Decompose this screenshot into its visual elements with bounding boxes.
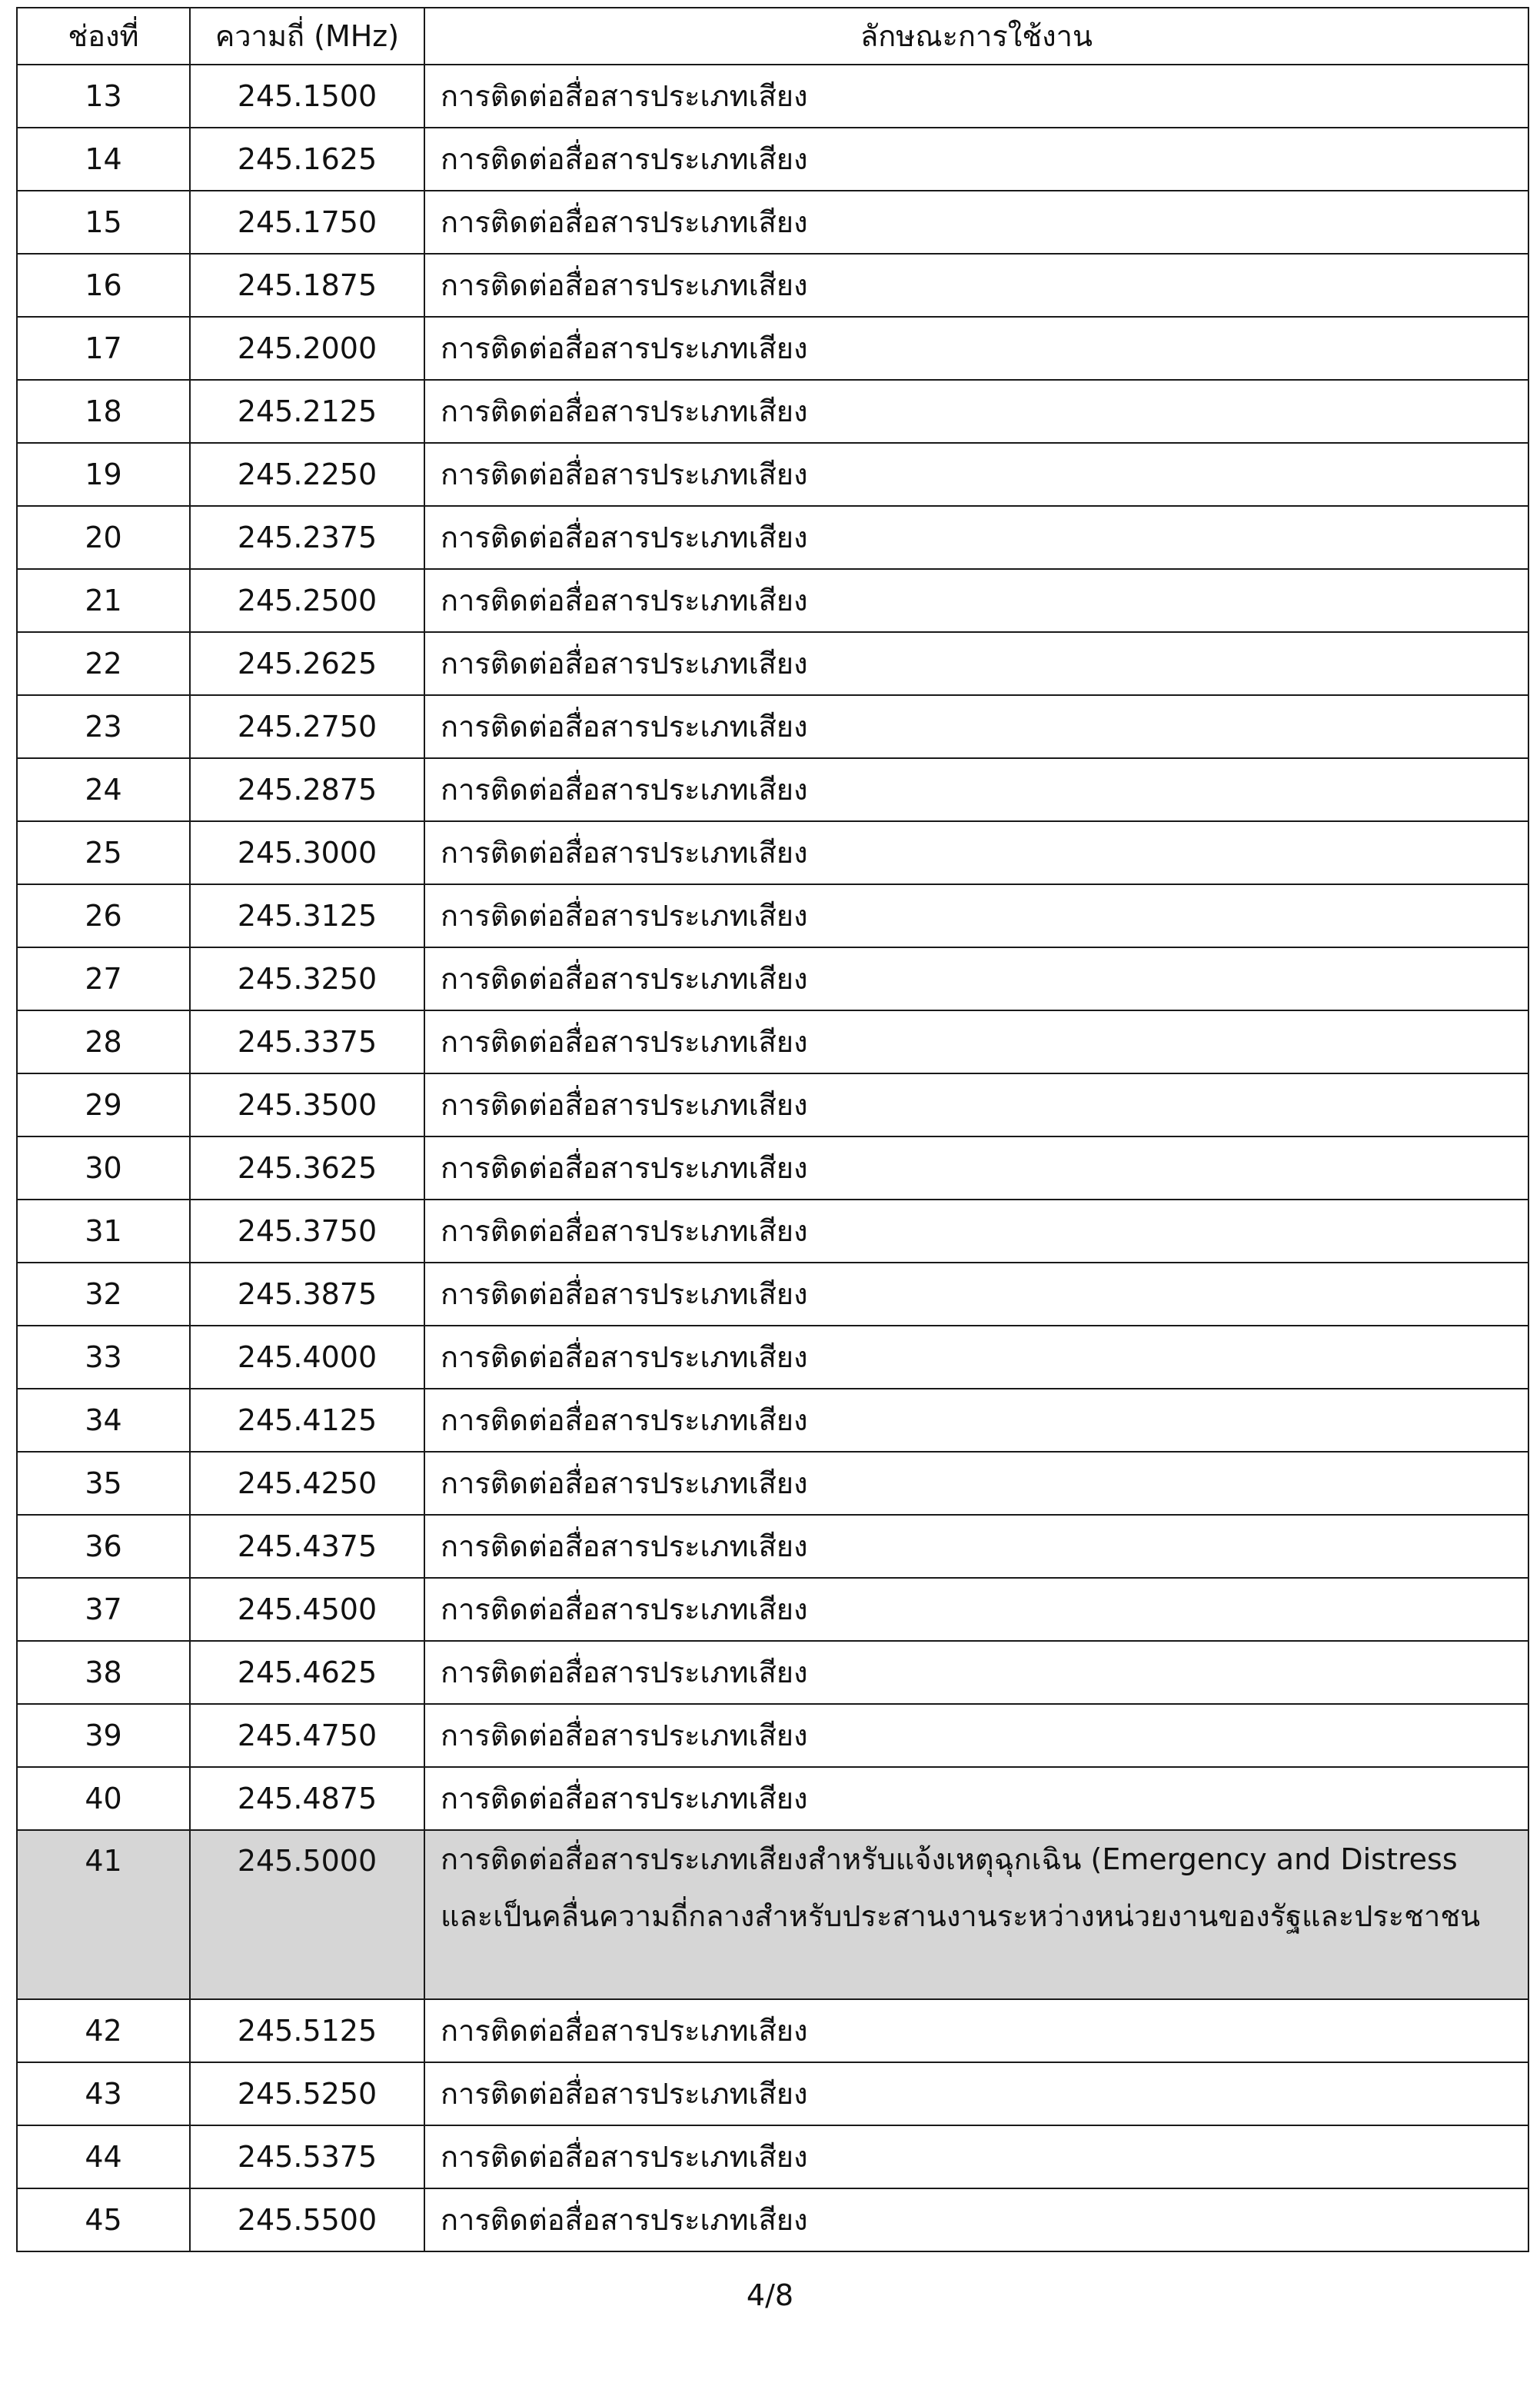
frequency-cell: 245.2000 [190, 317, 424, 380]
usage-cell: การติดต่อสื่อสารประเภทเสียง [424, 254, 1528, 317]
usage-cell: การติดต่อสื่อสารประเภทเสียง [424, 1641, 1528, 1704]
frequency-cell: 245.1875 [190, 254, 424, 317]
table-row [17, 821, 1528, 884]
table-row [17, 65, 1528, 128]
channel-cell: 15 [17, 191, 190, 254]
frequency-cell: 245.4625 [190, 1641, 424, 1704]
frequency-cell: 245.2500 [190, 569, 424, 632]
table-row [17, 569, 1528, 632]
table-row [17, 695, 1528, 758]
frequency-cell: 245.5000 [190, 1830, 424, 1999]
frequency-cell: 245.4750 [190, 1704, 424, 1767]
usage-cell: การติดต่อสื่อสารประเภทเสียง [424, 1452, 1528, 1515]
frequency-cell: 245.1750 [190, 191, 424, 254]
frequency-cell: 245.5375 [190, 2125, 424, 2188]
usage-cell: การติดต่อสื่อสารประเภทเสียง [424, 1200, 1528, 1263]
channel-cell: 13 [17, 65, 190, 128]
usage-cell: การติดต่อสื่อสารประเภทเสียง [424, 1263, 1528, 1326]
frequency-cell: 245.3625 [190, 1136, 424, 1200]
table-row [17, 1515, 1528, 1578]
channel-cell: 20 [17, 506, 190, 569]
channel-cell: 31 [17, 1200, 190, 1263]
channel-cell: 17 [17, 317, 190, 380]
channel-cell: 30 [17, 1136, 190, 1200]
usage-cell: การติดต่อสื่อสารประเภทเสียง [424, 884, 1528, 947]
frequency-cell: 245.1500 [190, 65, 424, 128]
table-row [17, 254, 1528, 317]
table-row [17, 317, 1528, 380]
usage-cell: การติดต่อสื่อสารประเภทเสียง [424, 1010, 1528, 1073]
usage-cell: การติดต่อสื่อสารประเภทเสียง [424, 758, 1528, 821]
frequency-cell: 245.3500 [190, 1073, 424, 1136]
frequency-table [16, 7, 1529, 2252]
channel-cell: 26 [17, 884, 190, 947]
channel-cell: 19 [17, 443, 190, 506]
channel-cell: 34 [17, 1389, 190, 1452]
channel-cell: 16 [17, 254, 190, 317]
usage-cell: การติดต่อสื่อสารประเภทเสียง [424, 1073, 1528, 1136]
table-row [17, 1578, 1528, 1641]
table-row [17, 443, 1528, 506]
frequency-cell: 245.1625 [190, 128, 424, 191]
table-row [17, 1073, 1528, 1136]
table-row [17, 1136, 1528, 1200]
usage-cell: การติดต่อสื่อสารประเภทเสียง [424, 821, 1528, 884]
table-row [17, 1999, 1528, 2062]
channel-cell: 28 [17, 1010, 190, 1073]
usage-cell: การติดต่อสื่อสารประเภทเสียง [424, 1767, 1528, 1830]
usage-cell: การติดต่อสื่อสารประเภทเสียง [424, 1704, 1528, 1767]
frequency-cell: 245.2625 [190, 632, 424, 695]
header-row [17, 8, 1528, 65]
table-header [17, 8, 1528, 65]
channel-cell: 29 [17, 1073, 190, 1136]
usage-cell: การติดต่อสื่อสารประเภทเสียง [424, 1389, 1528, 1452]
usage-cell: การติดต่อสื่อสารประเภทเสียง [424, 947, 1528, 1010]
usage-cell: การติดต่อสื่อสารประเภทเสียง [424, 1578, 1528, 1641]
table-row [17, 1010, 1528, 1073]
usage-cell: การติดต่อสื่อสารประเภทเสียง [424, 1326, 1528, 1389]
frequency-cell: 245.2750 [190, 695, 424, 758]
channel-cell: 37 [17, 1578, 190, 1641]
usage-cell: การติดต่อสื่อสารประเภทเสียง [424, 2062, 1528, 2125]
frequency-cell: 245.4375 [190, 1515, 424, 1578]
usage-cell: การติดต่อสื่อสารประเภทเสียง [424, 191, 1528, 254]
usage-cell: การติดต่อสื่อสารประเภทเสียง [424, 2188, 1528, 2251]
table-row [17, 191, 1528, 254]
usage-cell: การติดต่อสื่อสารประเภทเสียง [424, 2125, 1528, 2188]
usage-cell: การติดต่อสื่อสารประเภทเสียง [424, 317, 1528, 380]
frequency-cell: 245.3125 [190, 884, 424, 947]
channel-cell: 27 [17, 947, 190, 1010]
usage-cell: การติดต่อสื่อสารประเภทเสียง [424, 1515, 1528, 1578]
frequency-cell: 245.3250 [190, 947, 424, 1010]
usage-cell: การติดต่อสื่อสารประเภทเสียงสำหรับแจ้งเหตุฉุกเฉิน (Emergency and Distress และเป็นคลื่นความถี่กลางสำหรับประสานงานระหว่างหน่วยงานของรัฐและประชาชน [424, 1830, 1528, 1999]
page-number: 4/8 [746, 2278, 794, 2312]
channel-cell: 22 [17, 632, 190, 695]
channel-cell: 41 [17, 1830, 190, 1999]
table-row [17, 506, 1528, 569]
frequency-cell: 245.3875 [190, 1263, 424, 1326]
frequency-cell: 245.2125 [190, 380, 424, 443]
channel-cell: 39 [17, 1704, 190, 1767]
frequency-cell: 245.3375 [190, 1010, 424, 1073]
channel-cell: 35 [17, 1452, 190, 1515]
table-row [17, 2188, 1528, 2251]
table-row [17, 1767, 1528, 1830]
channel-cell: 33 [17, 1326, 190, 1389]
frequency-cell: 245.4000 [190, 1326, 424, 1389]
channel-cell: 42 [17, 1999, 190, 2062]
usage-cell: การติดต่อสื่อสารประเภทเสียง [424, 443, 1528, 506]
header-usage: ลักษณะการใช้งาน [424, 8, 1528, 65]
table-row [17, 128, 1528, 191]
channel-cell: 45 [17, 2188, 190, 2251]
channel-cell: 14 [17, 128, 190, 191]
table-row [17, 2062, 1528, 2125]
table-row [17, 1641, 1528, 1704]
usage-cell: การติดต่อสื่อสารประเภทเสียง [424, 1999, 1528, 2062]
table-row [17, 758, 1528, 821]
channel-cell: 21 [17, 569, 190, 632]
table-row [17, 947, 1528, 1010]
frequency-cell: 245.4250 [190, 1452, 424, 1515]
usage-cell: การติดต่อสื่อสารประเภทเสียง [424, 65, 1528, 128]
usage-cell: การติดต่อสื่อสารประเภทเสียง [424, 380, 1528, 443]
usage-cell: การติดต่อสื่อสารประเภทเสียง [424, 695, 1528, 758]
header-frequency: ความถี่ (MHz) [190, 8, 424, 65]
channel-cell: 25 [17, 821, 190, 884]
channel-cell: 32 [17, 1263, 190, 1326]
table-row [17, 1263, 1528, 1326]
table-body [17, 65, 1528, 2251]
frequency-cell: 245.5500 [190, 2188, 424, 2251]
table-row [17, 1389, 1528, 1452]
frequency-cell: 245.4500 [190, 1578, 424, 1641]
frequency-cell: 245.3000 [190, 821, 424, 884]
frequency-cell: 245.5250 [190, 2062, 424, 2125]
channel-cell: 43 [17, 2062, 190, 2125]
channel-cell: 24 [17, 758, 190, 821]
usage-cell: การติดต่อสื่อสารประเภทเสียง [424, 506, 1528, 569]
table-row [17, 884, 1528, 947]
channel-cell: 44 [17, 2125, 190, 2188]
table-row [17, 632, 1528, 695]
frequency-cell: 245.2875 [190, 758, 424, 821]
table-row [17, 1200, 1528, 1263]
channel-cell: 23 [17, 695, 190, 758]
frequency-cell: 245.2375 [190, 506, 424, 569]
frequency-cell: 245.3750 [190, 1200, 424, 1263]
usage-cell: การติดต่อสื่อสารประเภทเสียง [424, 569, 1528, 632]
frequency-cell: 245.4125 [190, 1389, 424, 1452]
usage-cell: การติดต่อสื่อสารประเภทเสียง [424, 632, 1528, 695]
table-row [17, 1326, 1528, 1389]
frequency-cell: 245.4875 [190, 1767, 424, 1830]
frequency-cell: 245.5125 [190, 1999, 424, 2062]
table-row [17, 2125, 1528, 2188]
table-row [17, 1452, 1528, 1515]
channel-cell: 36 [17, 1515, 190, 1578]
channel-cell: 18 [17, 380, 190, 443]
table-row-emergency [17, 1830, 1528, 1999]
frequency-cell: 245.2250 [190, 443, 424, 506]
channel-cell: 38 [17, 1641, 190, 1704]
table-row [17, 380, 1528, 443]
table-row [17, 1704, 1528, 1767]
usage-cell: การติดต่อสื่อสารประเภทเสียง [424, 1136, 1528, 1200]
usage-cell: การติดต่อสื่อสารประเภทเสียง [424, 128, 1528, 191]
header-channel: ช่องที่ [17, 8, 190, 65]
channel-cell: 40 [17, 1767, 190, 1830]
